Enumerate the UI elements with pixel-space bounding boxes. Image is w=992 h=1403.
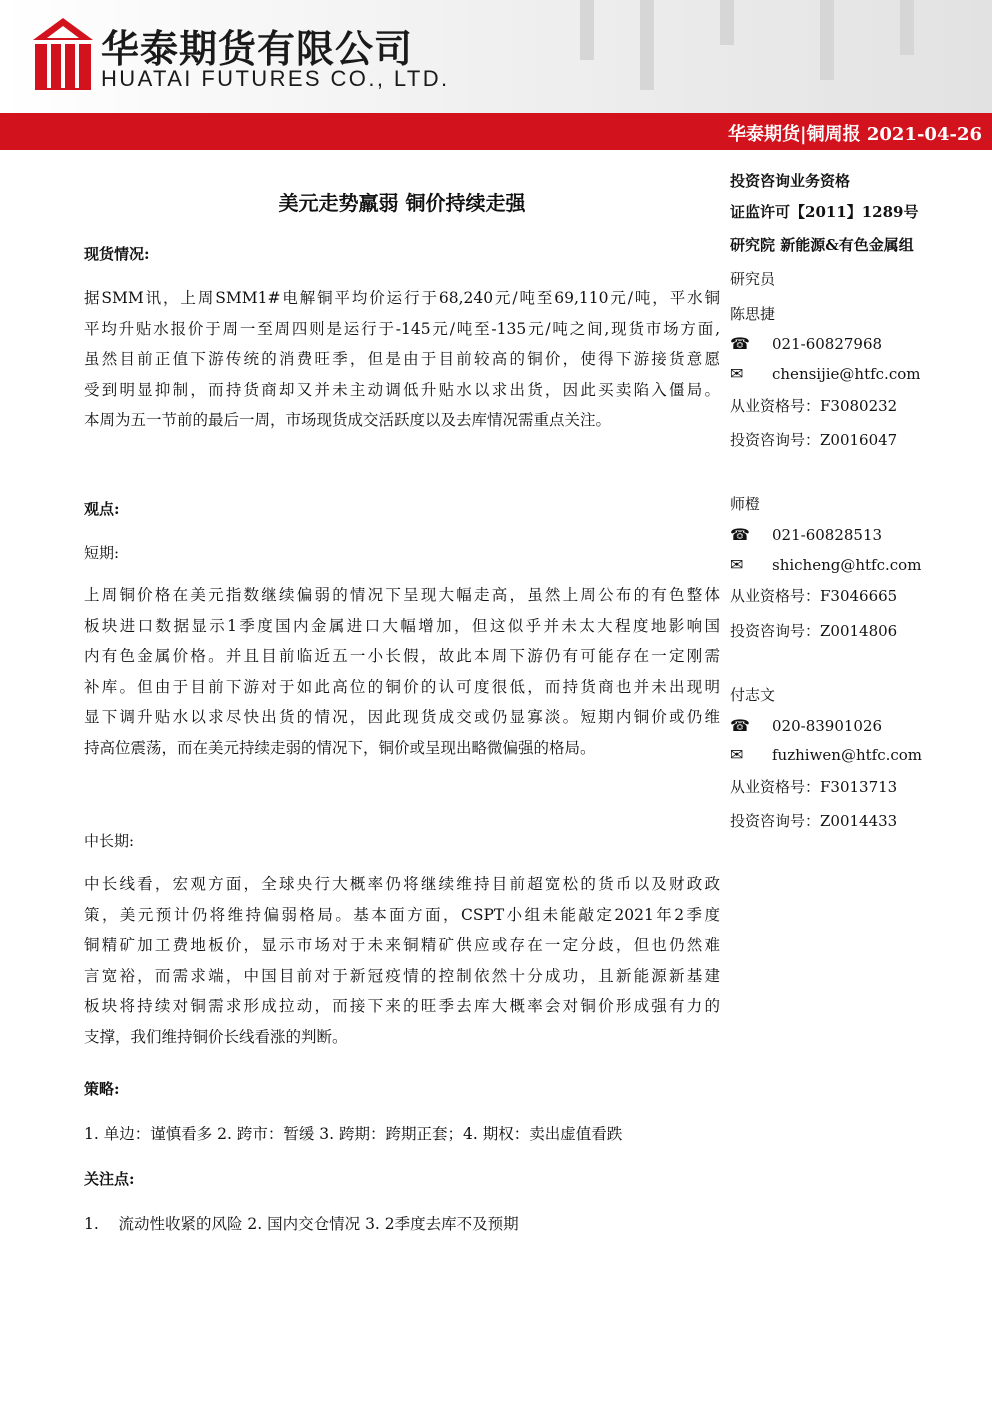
huatai-logo-icon [33, 18, 93, 90]
qualification-title: 投资咨询业务资格 [730, 172, 851, 190]
paragraph-line: 铜精矿加工费地板价，显示市场对于未来铜精矿供应或存在一定分歧，但也仍然难 [84, 936, 720, 954]
role-label: 研究员 [730, 270, 776, 288]
paragraph-line: 策，美元预计仍将维持偏弱格局。基本面方面，CSPT小组未能敲定2021年2季度 [84, 905, 720, 924]
paragraph-line: 补库。但由于目前下游对于如此高位的铜价的认可度很低，而持货商也并未出现明 [84, 677, 720, 696]
analyst-phone: 020-83901026 [772, 717, 883, 735]
focus-heading: 关注点: [84, 1170, 135, 1188]
analyst-consult-cert: 投资咨询号：Z0014433 [730, 812, 898, 830]
paragraph-line: 板块进口数据显示1季度国内金属进口大幅增加，但这似乎并未太大程度地影响国 [84, 616, 720, 635]
analyst-phone: 021-60828513 [772, 526, 883, 544]
paragraph-line: 言宽裕，而需求端，中国目前对于新冠疫情的控制依然十分成功，且新能源新基建 [84, 966, 720, 985]
focus-text: 1. 流动性收紧的风险 2. 国内交仓情况 3. 2季度去库不及预期 [84, 1215, 519, 1233]
phone-icon: ☎ [730, 334, 750, 353]
analyst-consult-cert: 投资咨询号：Z0014806 [730, 622, 898, 640]
paragraph-line: 中长线看，宏观方面，全球央行大概率仍将继续维持目前超宽松的货币以及财政政 [84, 875, 720, 893]
report-title: 美元走势羸弱 铜价持续走强 [278, 191, 526, 215]
email-icon: ✉ [730, 745, 744, 764]
phone-icon: ☎ [730, 716, 750, 735]
analyst-consult-cert: 投资咨询号：Z0016047 [730, 431, 898, 449]
department: 研究院 新能源&有色金属组 [730, 236, 914, 254]
header-decoration [820, 0, 834, 80]
mid-term-paragraph [84, 869, 720, 1052]
analyst-email[interactable]: fuzhiwen@htfc.com [772, 746, 923, 764]
paragraph-line: 平均升贴水报价于周一至周四则是运行于-145元/吨至-135元/吨之间,现货市场方面, [84, 319, 720, 338]
report-tag-bar [0, 113, 992, 150]
paragraph-line: 持高位震荡，而在美元持续走弱的情况下，铜价或呈现出略微偏强的格局。 [84, 738, 596, 757]
header-decoration [580, 0, 594, 60]
spot-paragraph [84, 283, 720, 436]
strategy-heading: 策略: [84, 1080, 120, 1098]
paragraph-line: 本周为五一节前的最后一周，市场现货成交活跃度以及去库情况需重点关注。 [84, 411, 612, 429]
header-decoration [900, 0, 914, 55]
report-tag: 华泰期货|铜周报 2021-04-26 [728, 124, 982, 145]
paragraph-line: 显下调升贴水以求尽快出货的情况，因此现货成交或仍显寡淡。短期内铜价或仍维 [84, 708, 720, 726]
analyst-email[interactable]: shicheng@htfc.com [772, 556, 922, 574]
phone-icon: ☎ [730, 525, 750, 544]
company-name-cn: 华泰期货有限公司 [101, 27, 414, 71]
email-icon: ✉ [730, 555, 744, 574]
license-number: 证监许可【2011】1289号 [730, 203, 919, 221]
paragraph-line: 板块将持续对铜需求形成拉动，而接下来的旺季去库大概率会对铜价形成强有力的 [84, 997, 720, 1015]
paragraph-line: 内有色金属价格。并且目前临近五一小长假，故此本周下游仍有可能存在一定刚需 [84, 647, 720, 665]
paragraph-line: 据SMM讯，上周SMM1#电解铜平均价运行于68,240元/吨至69,110元/吨，平水铜 [84, 289, 720, 307]
analyst-name: 付志文 [730, 686, 776, 704]
analyst-cert: 从业资格号：F3046665 [730, 587, 898, 605]
view-heading: 观点: [84, 500, 120, 518]
analyst-name: 陈思捷 [730, 305, 776, 323]
analyst-cert: 从业资格号：F3013713 [730, 778, 898, 796]
email-icon: ✉ [730, 364, 744, 383]
header-decoration [640, 0, 654, 90]
analyst-phone: 021-60827968 [772, 335, 883, 353]
paragraph-line: 虽然目前正值下游传统的消费旺季，但是由于目前较高的铜价，使得下游接货意愿 [84, 350, 720, 368]
paragraph-line: 上周铜价格在美元指数继续偏弱的情况下呈现大幅走高，虽然上周公布的有色整体 [84, 586, 720, 604]
short-term-label: 短期: [84, 544, 120, 562]
spot-heading: 现货情况: [84, 245, 150, 263]
header-decoration [720, 0, 734, 45]
analyst-name: 师橙 [730, 495, 761, 513]
paragraph-line: 受到明显抑制，而持货商却又并未主动调低升贴水以求出货，因此买卖陷入僵局。 [84, 380, 720, 399]
analyst-cert: 从业资格号：F3080232 [730, 397, 898, 415]
strategy-text: 1. 单边：谨慎看多 2. 跨市：暂缓 3. 跨期：跨期正套；4. 期权：卖出虚值看跌 [84, 1125, 623, 1143]
paragraph-line: 支撑，我们维持铜价长线看涨的判断。 [84, 1027, 348, 1046]
mid-term-label: 中长期: [84, 832, 135, 850]
report-header [0, 0, 992, 113]
analyst-email[interactable]: chensijie@htfc.com [772, 365, 921, 383]
company-name-en: HUATAI FUTURES CO., LTD. [101, 66, 450, 91]
short-term-paragraph [84, 580, 720, 763]
